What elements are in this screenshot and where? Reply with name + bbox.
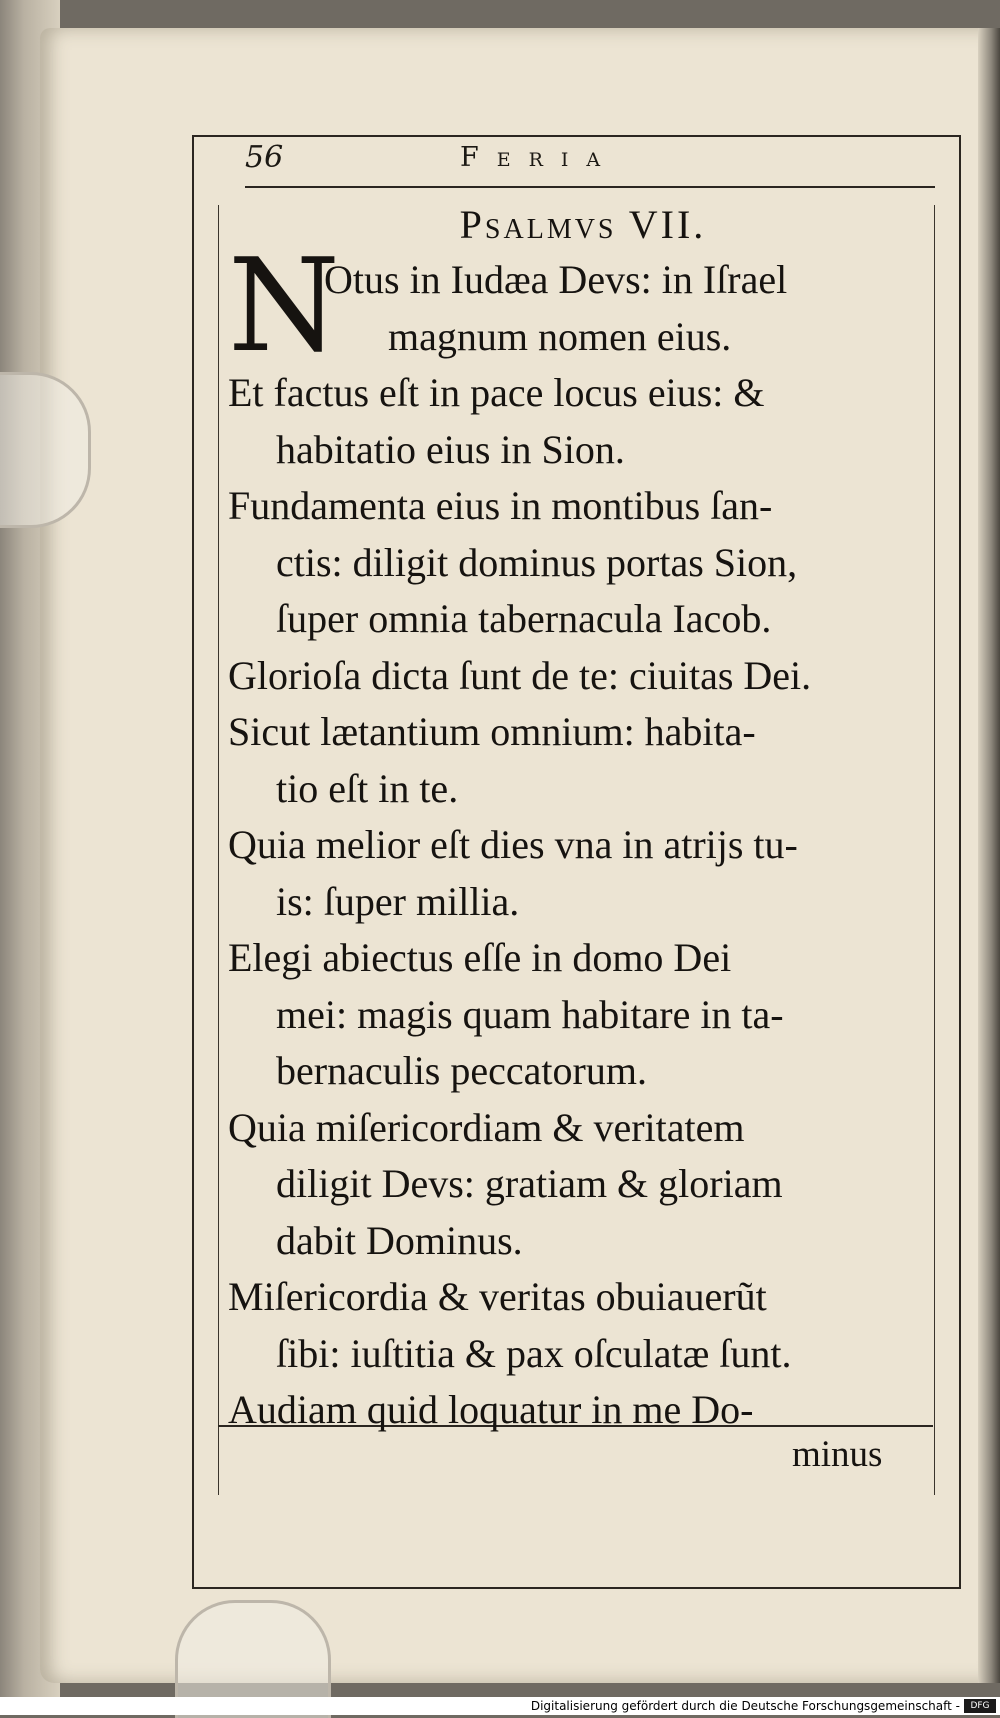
footer-bar <box>0 1697 1000 1715</box>
text-line: Audiam quid loquatur in me Do- <box>228 1387 754 1432</box>
psalm-title: Psalmvs VII. <box>459 202 707 247</box>
text-line: Miſericordia & veritas obuiauerũt <box>228 1274 767 1319</box>
text-line: Fundamenta eius in montibus ſan- <box>228 483 773 528</box>
text-line: Otus in Iudæa Devs: in Iſrael <box>324 257 788 302</box>
text-line: bernaculis peccatorum. <box>276 1048 647 1093</box>
text-line: tio eſt in te. <box>276 765 459 811</box>
text-line: habitatio eius in Sion. <box>276 426 625 472</box>
dfg-logo-icon: DFG <box>964 1699 996 1713</box>
text-line: Sicut lætantium omnium: habita- <box>228 709 756 754</box>
text-line: mei: magis quam habitare in ta- <box>276 991 784 1037</box>
text-line: ſibi: iuſtitia & pax oſculatæ ſunt. <box>276 1330 792 1376</box>
text-line: Glorioſa dicta ſunt de te: ciuitas Dei. <box>228 652 812 698</box>
text-line: ctis: diligit dominus portas Sion, <box>276 539 798 585</box>
text-line: Et factus eſt in pace locus eius: & <box>228 370 765 415</box>
text-line: diligit Devs: gratiam & gloriam <box>276 1161 783 1206</box>
running-head-title: Feria <box>460 142 619 173</box>
page-number: 56 <box>245 140 284 175</box>
text-line: magnum nomen eius. <box>388 313 732 359</box>
drop-cap: N <box>228 232 340 381</box>
catchword: minus <box>792 1434 883 1475</box>
page-edge <box>978 28 1000 1683</box>
text-line: Quia melior eſt dies vna in atrijs tu- <box>228 822 798 867</box>
page-clip-top <box>0 372 91 528</box>
text-line: dabit Dominus. <box>276 1217 523 1263</box>
running-head <box>245 140 935 186</box>
head-rule <box>245 186 935 188</box>
footer-credit: Digitalisierung gefördert durch die Deutsche Forschungsgemeinschaft - <box>530 1699 960 1713</box>
text-line: ſuper omnia tabernacula Iacob. <box>276 596 772 641</box>
psalm-text <box>228 200 938 1439</box>
text-line: Quia miſericordiam & veritatem <box>228 1104 745 1150</box>
text-line: Elegi abiectus eſſe in domo Dei <box>228 935 732 980</box>
text-line: is: ſuper millia. <box>276 878 520 924</box>
